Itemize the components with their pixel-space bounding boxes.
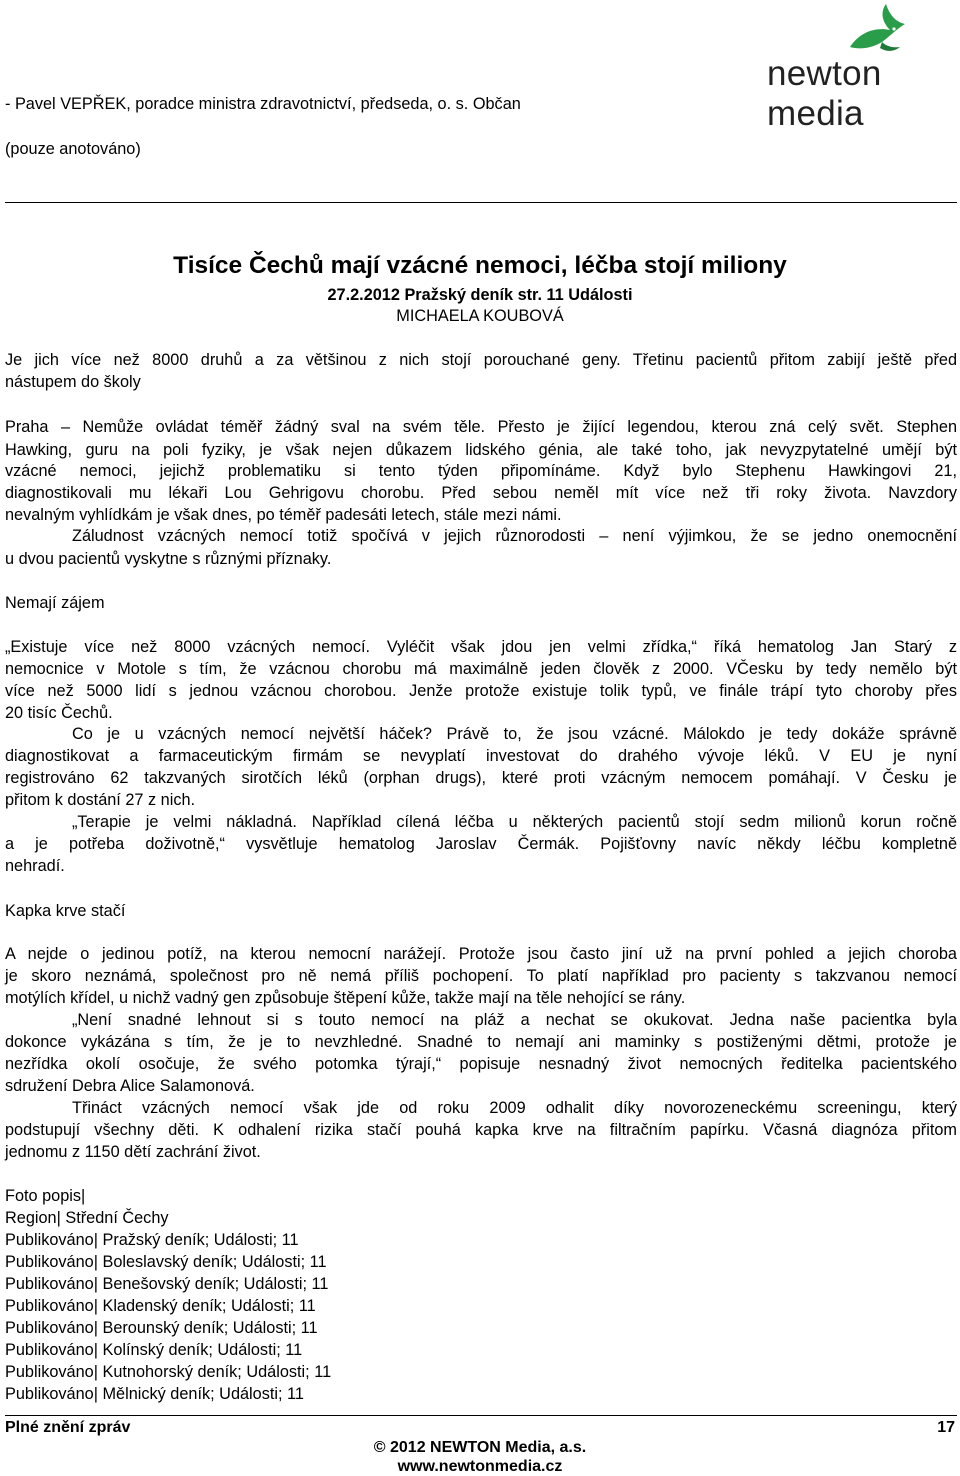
logo-wordmark: newton media	[767, 54, 882, 133]
paragraph-line: Záludnost vzácných nemocí totiž spočívá v jejich různorodosti – není výjimkou, že se jedno onemocnění	[72, 527, 957, 545]
meta-list-item: Publikováno| Boleslavský deník; Události; 11	[5, 1253, 327, 1271]
header-line-1: - Pavel VEPŘEK, poradce ministra zdravotnictví, předseda, o. s. Občan	[5, 95, 521, 113]
meta-list-item: Publikováno| Berounský deník; Události; 11	[5, 1319, 318, 1337]
bird-logo-icon	[820, 2, 920, 62]
paragraph-line: Hawking, guru na poli fyziky, je však nejen důkazem lidského génia, ale také toho, jak nevyzpytatelné umějí být	[5, 441, 957, 459]
meta-list-item: Publikováno| Kolínský deník; Události; 11	[5, 1341, 303, 1359]
paragraph-line: 20 tisíc Čechů.	[5, 704, 113, 722]
paragraph-line: dokonce vykázána s tím, že je to nevzhledné. Snadné to nemají ani maminky s postiženými dětmi, protože je	[5, 1033, 957, 1051]
footer-copyright: © 2012 NEWTON Media, a.s.	[373, 1439, 587, 1456]
page-number: 17	[937, 1419, 955, 1436]
paragraph-line: nehradí.	[5, 857, 65, 875]
paragraph-line: motýlích křídel, u nichž vadný gen způsobuje štěpení kůže, takže mají na těle nehojící se rány.	[5, 989, 686, 1007]
subheading: Kapka krve stačí	[5, 902, 126, 920]
meta-list-item: Publikováno| Kutnohorský deník; Události; 11	[5, 1363, 332, 1381]
perex-line: Je jich více než 8000 druhů a za většinou z nich stojí porouchané geny. Třetinu pacientů přitom zabijí ještě před	[5, 351, 957, 369]
paragraph-line: diagnostikovat a farmaceutickým firmám se nevyplatí investovat do drahého vývoje léků. V EU je nyní	[5, 747, 957, 765]
paragraph-line: „Terapie je velmi nákladná. Například cílená léčba u některých pacientů stojí sedm milionů korun ročně	[72, 813, 957, 831]
paragraph-line: „Existuje více než 8000 vzácných nemocí. Vyléčit však jdou jen velmi zřídka,“ říká hematolog Jan Starý z	[5, 638, 957, 656]
meta-list-item: Foto popis|	[5, 1187, 86, 1205]
paragraph-line: sdružení Debra Alice Salamonová.	[5, 1077, 255, 1095]
paragraph-line: diagnostikovali mu lékaři Lou Gehrigovu chorobu. Před sebou neměl mít více než tři roky života. Navzdory	[5, 484, 957, 502]
footer-divider	[5, 1415, 957, 1416]
paragraph-line: Co je u vzácných nemocí největší háček? Právě to, že jsou vzácné. Málokdo je tedy dokáže správně	[72, 725, 957, 743]
paragraph-line: A nejde o jedinou potíž, na kterou nemocní narážejí. Protože jsou často jiní už na první pohled a jejich choroba	[5, 945, 957, 963]
newton-media-logo	[765, 2, 960, 133]
paragraph-line: více než 5000 lidí s jednou vzácnou chorobou. Jenže protože existuje tolik typů, ve finále trápí tyto choroby přes	[5, 682, 957, 700]
article-author: MICHAELA KOUBOVÁ	[396, 307, 564, 325]
paragraph-line: jednomu z 1150 dětí zachrání život.	[5, 1143, 261, 1161]
meta-list-item: Publikováno| Mělnický deník; Události; 11	[5, 1385, 304, 1403]
subheading: Nemají zájem	[5, 594, 105, 612]
paragraph-line: vzácné nemoci, jejichž problematiku si tento týden připomínáme. Když bylo Stephenu Hawkingovi 21,	[5, 462, 957, 480]
paragraph-line: podstupují všechny děti. K odhalení rizika stačí pouhá kapka krve na filtračním papírku. Včasná diagnóza přitom	[5, 1121, 957, 1139]
perex-line: nástupem do školy	[5, 373, 141, 391]
header-line-2: (pouze anotováno)	[5, 140, 141, 158]
footer-left: Plné znění zpráv	[5, 1419, 131, 1436]
paragraph-line: přitom k dostání 27 z nich.	[5, 791, 196, 809]
paragraph-line: nemocnice v Motole s tím, že vzácnou chorobu má maximálně jeden člověk z 2000. VČesku by tedy nemělo být	[5, 660, 957, 678]
paragraph-line: Praha – Nemůže ovládat téměř žádný sval na svém těle. Přesto je žijící legendou, kterou zná celý svět. Stephen	[5, 418, 957, 436]
meta-list-item: Publikováno| Benešovský deník; Události; 11	[5, 1275, 329, 1293]
paragraph-line: u dvou pacientů vyskytne s různými příznaky.	[5, 550, 332, 568]
meta-list-item: Publikováno| Pražský deník; Události; 11	[5, 1231, 299, 1249]
article-meta: 27.2.2012 Pražský deník str. 11 Události	[327, 286, 633, 304]
meta-list-item: Region| Střední Čechy	[5, 1209, 169, 1227]
paragraph-line: je skoro neznámá, společnost pro ně nemá příliš pochopení. To platí například pro pacienty s takzvanou nemocí	[5, 967, 957, 985]
footer-url: www.newtonmedia.cz	[397, 1458, 563, 1475]
paragraph-line: nevalným vyhlídkám je však dnes, po téměř padesáti letech, stále mezi námi.	[5, 506, 562, 524]
header-divider	[5, 202, 957, 203]
paragraph-line: „Není snadné lehnout si s touto nemocí na pláž a nechat se okukovat. Jedna naše pacientka byla	[72, 1011, 957, 1029]
paragraph-line: Třináct vzácných nemocí však jde od roku 2009 odhalit díky novorozeneckému screeningu, který	[72, 1099, 957, 1117]
paragraph-line: registrováno 62 takzvaných sirotčích léků (orphan drugs), které proti vzácným nemocem pomáhají. V Česku je	[5, 769, 957, 787]
paragraph-line: a je potřeba doživotně,“ vysvětluje hematolog Jaroslav Čermák. Pojišťovny navíc někdy léčbu kompletně	[5, 835, 957, 853]
article-title: Tisíce Čechů mají vzácné nemoci, léčba stojí miliony	[173, 252, 787, 279]
meta-list-item: Publikováno| Kladenský deník; Události; 11	[5, 1297, 316, 1315]
paragraph-line: nezřídka okolí osočuje, že svého potomka týrají,“ popisuje nesnadný život nemocných ředitelka pacientského	[5, 1055, 957, 1073]
